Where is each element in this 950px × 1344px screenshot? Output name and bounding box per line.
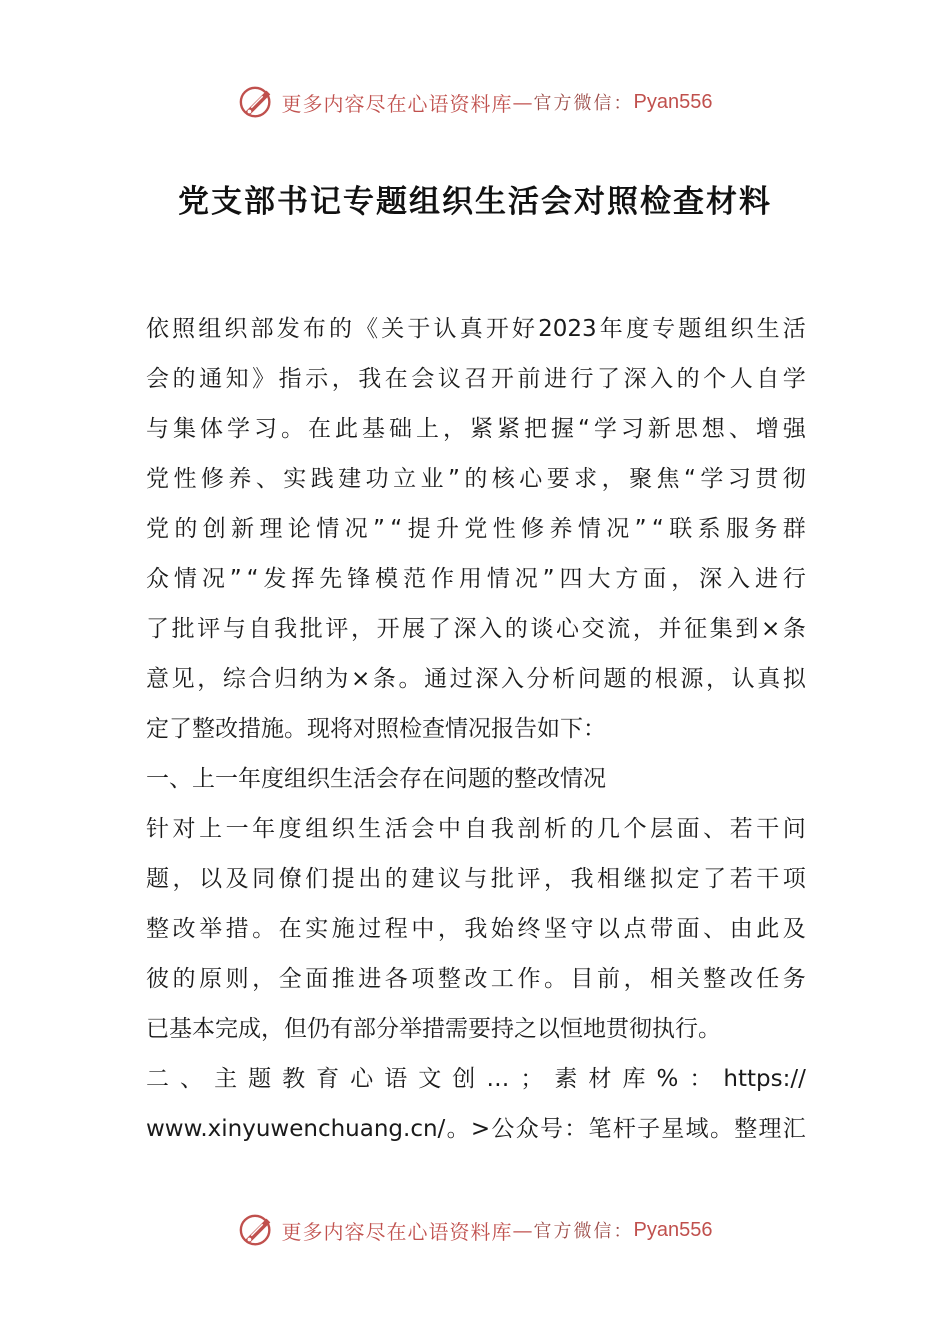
pen-logo-icon xyxy=(238,1211,276,1249)
footer-banner xyxy=(0,1210,950,1250)
banner-contact-label: 官方微信： xyxy=(533,93,634,114)
body-line: 依 照 组 织 部 发 布 的 《 关 于 认 真 开 好 2023 年 度 专 题 组 织 生 活 xyxy=(146,316,806,342)
body-line: 众 情 况 ” “ 发 挥 先 锋 模 范 作 用 情 况 ” 四 大 方 面 ， 深 入 进 行 xyxy=(146,566,806,592)
body-line: 党 性 修 养 、 实 践 建 功 立 业 ” 的 核 心 要 求 ， 聚 焦 “ 学 习 贯 彻 xyxy=(146,466,806,492)
pen-logo-icon xyxy=(238,83,276,121)
body-line: 已基本完成，但仍有部分举措需要持之以恒地贯彻执行。 xyxy=(146,1016,721,1042)
body-line: 与 集 体 学 习 。 在 此 基 础 上 ， 紧 紧 把 握 “ 学 习 新 思 想 、 增 强 xyxy=(146,416,806,442)
body-line: 整 改 举 措 。 在 实 施 过 程 中 ， 我 始 终 坚 守 以 点 带 面 、 由 此 及 xyxy=(146,916,806,942)
body-line: 定了整改措施。现将对照检查情况报告如下： xyxy=(146,716,606,742)
body-line: 题 ， 以 及 同 僚 们 提 出 的 建 议 与 批 评 ， 我 相 继 拟 定 了 若 干 项 xyxy=(146,866,806,892)
document-title: 党支部书记专题组织生活会对照检查材料 xyxy=(178,184,772,220)
banner-dash: — xyxy=(512,90,534,114)
banner-contact-label: 官方微信： xyxy=(533,1221,634,1242)
section-heading-1: 一、上一年度组织生活会存在问题的整改情况 xyxy=(146,766,606,792)
banner-wechat-id: Pyan556 xyxy=(633,90,713,113)
banner-slogan: 更多内容尽在心语资料库 xyxy=(281,91,513,116)
body-line: 彼 的 原 则 ， 全 面 推 进 各 项 整 改 工 作 。 目 前 ， 相 关 整 改 任 务 xyxy=(146,966,806,992)
banner-slogan: 更多内容尽在心语资料库 xyxy=(281,1219,513,1244)
body-line: 意 见 ， 综 合 归 纳 为 × 条 。 通 过 深 入 分 析 问 题 的 根 源 ， 认 真 拟 xyxy=(146,666,806,692)
body-line: www.xinyuwenchuang.cn/ 。 > 公 众 号 ： 笔 杆 子 星 域 。 整 理 汇 xyxy=(146,1116,806,1142)
document-body xyxy=(146,304,806,1154)
body-line: 党 的 创 新 理 论 情 况 ” “ 提 升 党 性 修 养 情 况 ” “ 联 系 服 务 群 xyxy=(146,516,806,542)
banner-wechat-id: Pyan556 xyxy=(633,1218,713,1241)
body-line: 了 批 评 与 自 我 批 评 ， 开 展 了 深 入 的 谈 心 交 流 ， 并 征 集 到 × 条 xyxy=(146,616,806,642)
section-heading-2: 二 、 主 题 教 育 心 语 文 创 … ； 素 材 库 % ： https:// xyxy=(146,1066,806,1092)
body-line: 会 的 通 知 》 指 示 ， 我 在 会 议 召 开 前 进 行 了 深 入 的 个 人 自 学 xyxy=(146,366,806,392)
banner-dash: — xyxy=(512,1218,534,1242)
body-line: 针 对 上 一 年 度 组 织 生 活 会 中 自 我 剖 析 的 几 个 层 面 、 若 干 问 xyxy=(146,816,806,842)
header-banner xyxy=(0,82,950,122)
